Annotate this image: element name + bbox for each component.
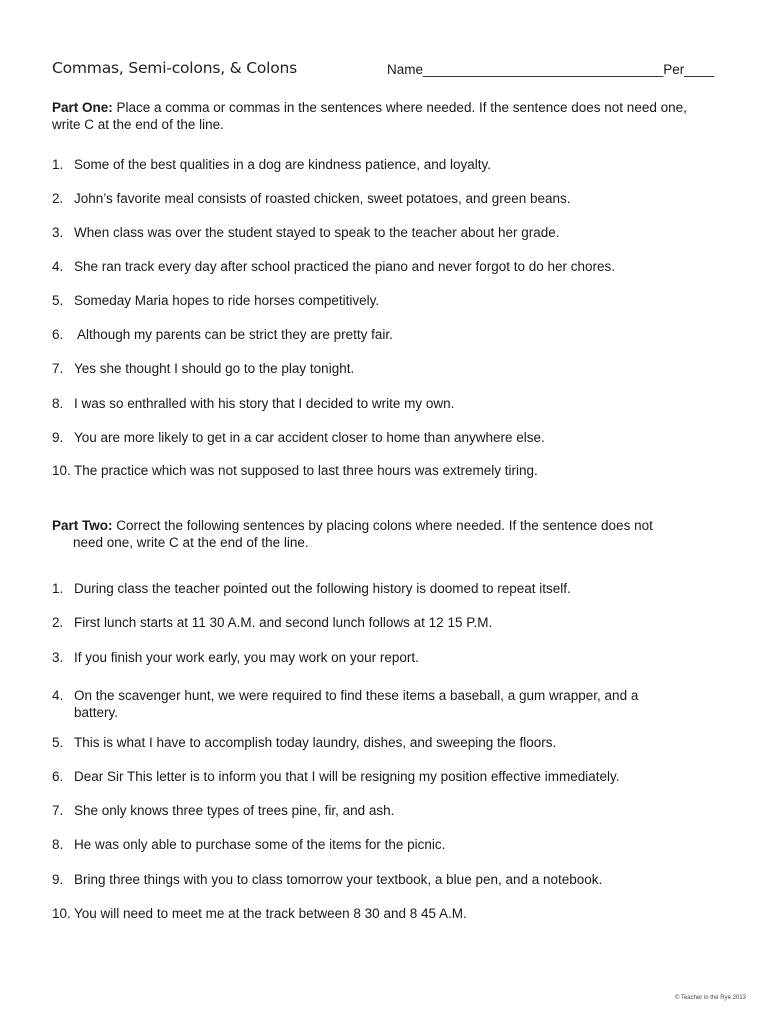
item-text: You are more likely to get in a car accident closer to home than anywhere else.: [74, 430, 545, 445]
part-one-instructions-text: Place a comma or commas in the sentences where needed. If the sentence does not need one,: [112, 100, 687, 115]
item-number: 7.: [52, 361, 64, 376]
item-text: During class the teacher pointed out the following history is doomed to repeat itself.: [74, 581, 571, 596]
item-text: Although my parents can be strict they are pretty fair.: [74, 327, 393, 342]
list-item: [52, 649, 712, 666]
item-number: 10.: [52, 906, 71, 921]
list-item: [52, 224, 712, 241]
list-item: [52, 580, 712, 597]
list-item: [52, 614, 712, 631]
list-item: [52, 836, 712, 853]
list-item: [52, 905, 712, 922]
item-number: 1.: [52, 157, 64, 172]
item-number: 6.: [52, 327, 64, 342]
item-text: You will need to meet me at the track between 8 30 and 8 45 A.M.: [74, 906, 467, 921]
item-number: 9.: [52, 872, 64, 887]
item-text: She ran track every day after school practiced the piano and never forgot to do her chores.: [74, 259, 616, 274]
name-period-field: Name________________________________Per____: [387, 62, 715, 77]
item-number: 9.: [52, 430, 64, 445]
item-number: 2.: [52, 615, 64, 630]
item-number: 4.: [52, 259, 64, 274]
item-text: Dear Sir This letter is to inform you that I will be resigning my position effective immediately.: [74, 769, 620, 784]
item-number: 10.: [52, 463, 71, 478]
item-number: 2.: [52, 191, 64, 206]
part-one-instructions: [52, 99, 712, 133]
item-text: If you finish your work early, you may work on your report.: [74, 650, 419, 665]
item-number: 1.: [52, 581, 64, 596]
part-two-instructions-text: Correct the following sentences by placing colons where needed. If the sentence does not: [112, 518, 653, 533]
item-text-cont: battery.: [74, 705, 119, 720]
item-number: 3.: [52, 650, 64, 665]
item-number: 5.: [52, 735, 64, 750]
copyright-footer: © Teacher in the Rye 2013: [674, 995, 746, 1001]
part-one-instructions-cont: write C at the end of the line.: [52, 117, 224, 132]
item-number: 5.: [52, 293, 64, 308]
list-item: [52, 292, 712, 309]
item-number: 8.: [52, 837, 64, 852]
item-text: I was so enthralled with his story that I decided to write my own.: [74, 396, 455, 411]
item-text: Bring three things with you to class tomorrow your textbook, a blue pen, and a notebook.: [74, 872, 603, 887]
item-text: John’s favorite meal consists of roasted chicken, sweet potatoes, and green beans.: [74, 191, 571, 206]
item-text: The practice which was not supposed to last three hours was extremely tiring.: [74, 463, 538, 478]
part-two-instructions-cont: need one, write C at the end of the line.: [73, 535, 309, 550]
part-two-label: Part Two:: [52, 518, 113, 533]
part-one-label: Part One:: [52, 100, 113, 115]
item-number: 6.: [52, 769, 64, 784]
item-text: Yes she thought I should go to the play tonight.: [74, 361, 355, 376]
list-item: [52, 802, 712, 819]
item-number: 4.: [52, 688, 64, 703]
item-number: 7.: [52, 803, 64, 818]
item-number: 8.: [52, 396, 64, 411]
list-item: [52, 395, 712, 412]
list-item: [52, 429, 712, 446]
item-number: 3.: [52, 225, 64, 240]
list-item: [52, 360, 712, 377]
list-item: [52, 190, 712, 207]
list-item: [52, 768, 712, 785]
list-item: [52, 258, 712, 275]
item-text: On the scavenger hunt, we were required to find these items a baseball, a gum wrapper, and a: [74, 688, 639, 703]
item-text: Someday Maria hopes to ride horses competitively.: [74, 293, 380, 308]
item-text: She only knows three types of trees pine, fir, and ash.: [74, 803, 395, 818]
item-text: When class was over the student stayed to speak to the teacher about her grade.: [74, 225, 560, 240]
part-two-instructions: [52, 517, 712, 551]
list-item: [52, 156, 712, 173]
list-item: [52, 871, 712, 888]
list-item: [52, 462, 712, 479]
item-text: Some of the best qualities in a dog are kindness patience, and loyalty.: [74, 157, 492, 172]
item-text: He was only able to purchase some of the items for the picnic.: [74, 837, 446, 852]
item-text: This is what I have to accomplish today laundry, dishes, and sweeping the floors.: [74, 735, 557, 750]
list-item: [52, 326, 712, 343]
list-item: [52, 687, 712, 721]
list-item: [52, 734, 712, 751]
worksheet-title: Commas, Semi-colons, & Colons: [52, 59, 298, 77]
item-text: First lunch starts at 11 30 A.M. and second lunch follows at 12 15 P.M.: [74, 615, 493, 630]
worksheet-header: [52, 59, 722, 81]
